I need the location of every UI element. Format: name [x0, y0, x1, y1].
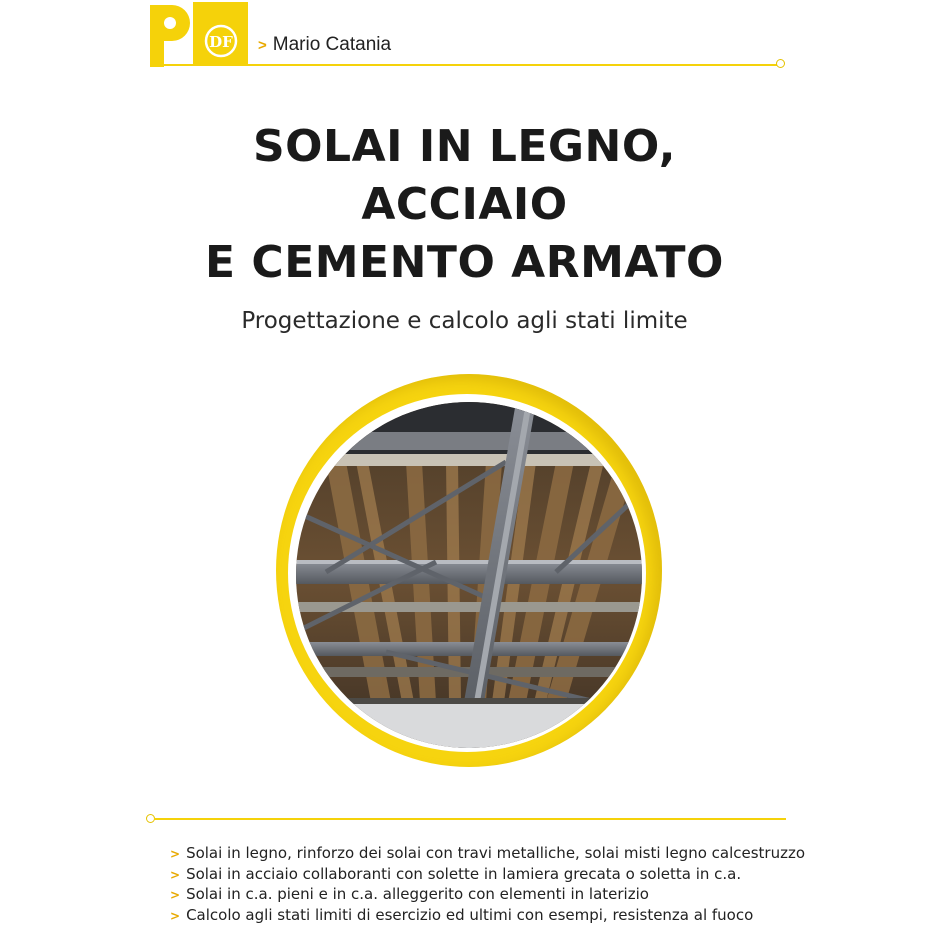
bullet-arrow-icon: > [170, 908, 181, 923]
top-divider [150, 64, 777, 66]
bottom-divider [154, 818, 786, 820]
bullet-arrow-icon: > [170, 847, 181, 861]
book-subtitle: Progettazione e calcolo agli stati limite [241, 308, 688, 334]
title-line-2: ACCIAIO [361, 179, 568, 230]
publisher-logo-box [193, 2, 248, 64]
list-item [170, 844, 805, 865]
svg-text:DF: DF [209, 33, 233, 51]
title-line-1: SOLAI IN LEGNO, [252, 121, 677, 172]
author-line [258, 34, 391, 56]
author-arrow: > [258, 37, 267, 54]
list-item-text: Calcolo agli stati limiti di esercizio ed ultimi con esempi, resistenza al fuoco [186, 905, 754, 924]
list-item-text: Solai in c.a. pieni e in c.a. alleggerito con elementi in laterizio [186, 885, 649, 903]
df-monogram-icon [202, 22, 240, 60]
list-item-text: Solai in legno, rinforzo dei solai con travi metalliche, solai misti legno calcestruzzo [186, 844, 806, 862]
list-item [170, 865, 805, 886]
book-title [0, 118, 929, 292]
bullet-arrow-icon: > [170, 888, 181, 902]
list-item [170, 906, 805, 927]
list-item-text: Solai in acciaio collaboranti con solette in lamiera grecata o soletta in c.a. [186, 864, 742, 883]
title-line-3: E CEMENTO ARMATO [205, 237, 724, 288]
list-item [170, 885, 805, 906]
author-name: Mario Catania [272, 34, 392, 55]
ceiling-beams-photo-icon [296, 402, 642, 748]
bullet-arrow-icon: > [170, 867, 181, 882]
publisher-logo-p-icon [150, 5, 190, 67]
topics-list [170, 844, 805, 926]
top-divider-dot [776, 59, 785, 68]
